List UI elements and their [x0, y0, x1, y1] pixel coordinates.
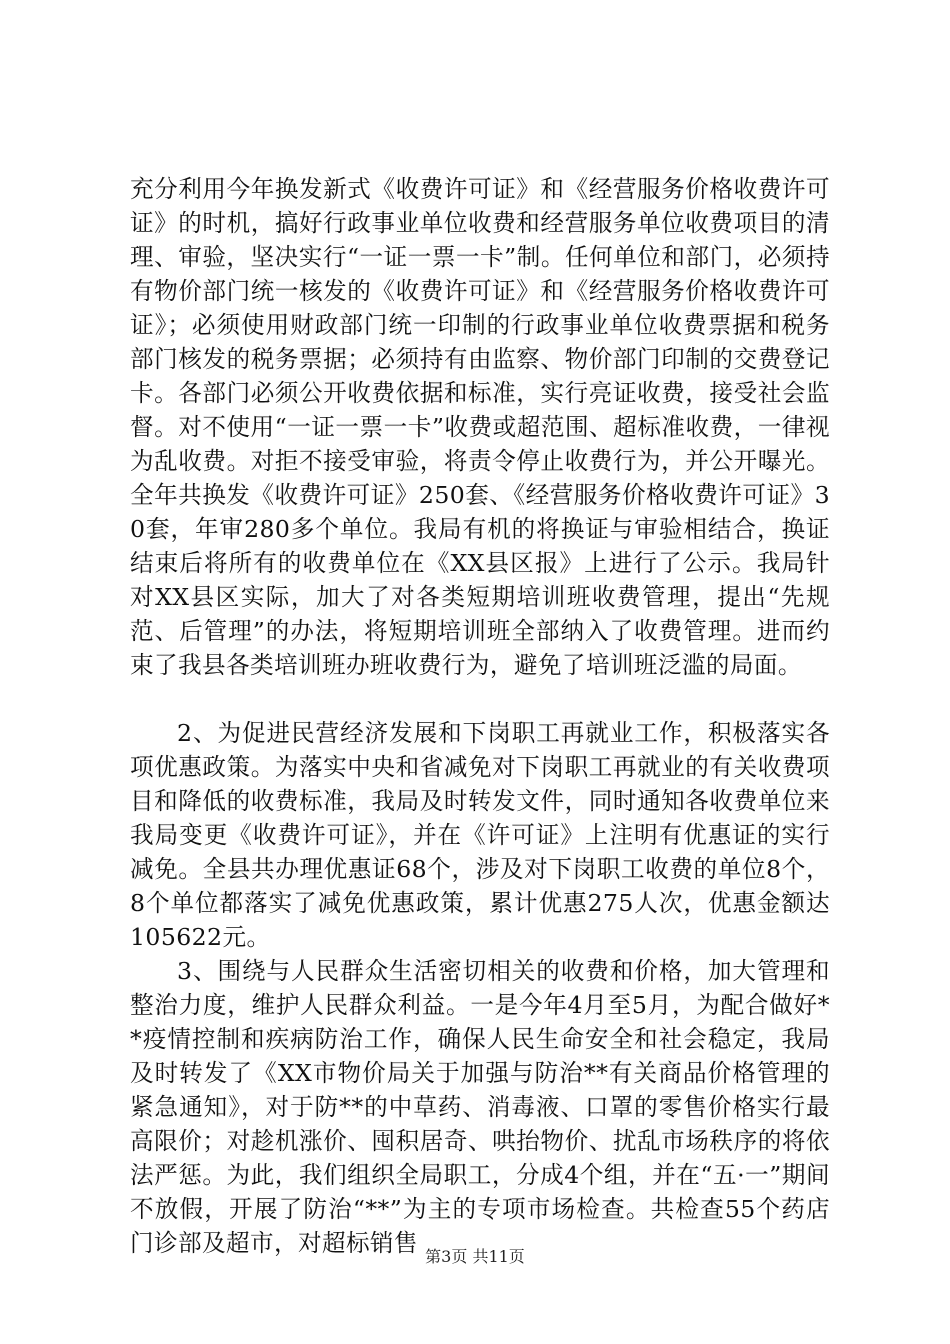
paragraph-price-regulation: 3、围绕与人民群众生活密切相关的收费和价格，加大管理和整治力度，维护人民群众利益。一是今年4月至5月，为配合做好**疫情控制和疾病防治工作，确保人民生命安全和社会稳定，我局及时转发了《XX市物价局关于加强与防治**有关商品价格管理的紧急通知》，对于防**的中草药、消毒液、口罩的零售价格实行最高限价；对趁机涨价、囤积居奇、哄抬物价、扰乱市场秩序的将依法严惩。为此，我们组织全局职工，分成4个组，并在“五·一”期间不放假，开展了防治“**”为主的专项市场检查。共检查55个药店门诊部及超市，对超标销售: [130, 957, 830, 1257]
document-body: [130, 172, 830, 1260]
paragraph-fee-license-renewal: 充分利用今年换发新式《收费许可证》和《经营服务价格收费许可证》的时机，搞好行政事业单位收费和经营服务单位收费项目的清理、审验，坚决实行“一证一票一卡”制。任何单位和部门，必须持有物价部门统一核发的《收费许可证》和《经营服务价格收费许可证》；必须使用财政部门统一印制的行政事业单位收费票据和税务部门核发的税务票据；必须持有由监察、物价部门印制的交费登记卡。各部门必须公开收费依据和标准，实行亮证收费，接受社会监督。对不使用“一证一票一卡”收费或超范围、超标准收费，一律视为乱收费。对拒不接受审验，将责令停止收费行为，并公开曝光。全年共换发《收费许可证》250套、《经营服务价格收费许可证》30套，年审280多个单位。我局有机的将换证与审验相结合，换证结束后将所有的收费单位在《XX县区报》上进行了公示。我局针对XX县区实际，加大了对各类短期培训班收费管理，提出“先规范、后管理”的办法，将短期培训班全部纳入了收费管理。进而约束了我县各类培训班办班收费行为，避免了培训班泛滥的局面。: [130, 175, 830, 679]
paragraph-reemployment-policies: 2、为促进民营经济发展和下岗职工再就业工作，积极落实各项优惠政策。为落实中央和省减免对下岗职工再就业的有关收费项目和降低的收费标准，我局及时转发文件，同时通知各收费单位来我局变更《收费许可证》，并在《许可证》上注明有优惠证的实行减免。全县共办理优惠证68个，涉及对下岗职工收费的单位8个，8个单位都落实了减免优惠政策，累计优惠275人次，优惠金额达105622元。: [130, 719, 830, 951]
page-number-footer: 第3页 共11页: [425, 1247, 525, 1266]
paragraph-spacer: [130, 682, 830, 716]
